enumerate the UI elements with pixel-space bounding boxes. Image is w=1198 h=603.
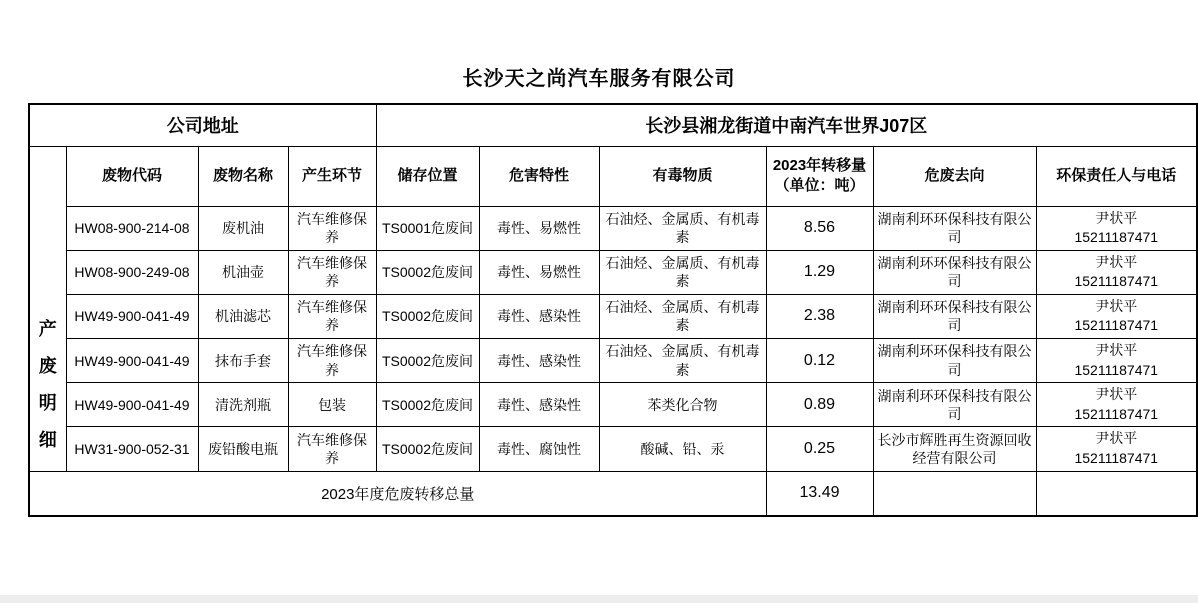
col-header-destination: 危废去向 <box>873 146 1036 206</box>
waste-name-cell: 机油滤芯 <box>198 294 288 338</box>
stage-cell: 汽车维修保养 <box>288 294 376 338</box>
contact-cell <box>1036 250 1197 294</box>
destination-cell: 湖南利环环保科技有限公司 <box>873 383 1036 427</box>
section-label-vertical: 产废明细 <box>29 146 66 471</box>
col-header-storage-location: 储存位置 <box>376 146 479 206</box>
company-address-value: 长沙县湘龙街道中南汽车世界J07区 <box>376 104 1197 146</box>
stage-cell: 包装 <box>288 383 376 427</box>
waste-name-cell: 机油壶 <box>198 250 288 294</box>
bottom-edge-strip <box>0 595 1198 603</box>
col-header-transfer-amount <box>766 146 873 206</box>
contact-phone: 15211187471 <box>1074 229 1159 246</box>
toxic-cell: 酸碱、铅、汞 <box>599 427 766 471</box>
amount-cell: 1.29 <box>766 250 873 294</box>
contact-phone: 15211187471 <box>1074 361 1159 378</box>
contact-name: 尹状平 <box>1095 430 1138 447</box>
company-address-label: 公司地址 <box>29 104 376 146</box>
table-row <box>29 427 1197 471</box>
total-amount: 13.49 <box>766 471 873 516</box>
contact-phone: 15211187471 <box>1074 405 1159 422</box>
contact-name: 尹状平 <box>1095 209 1138 226</box>
destination-cell: 湖南利环环保科技有限公司 <box>873 206 1036 250</box>
col-header-contact: 环保责任人与电话 <box>1036 146 1197 206</box>
waste-code-cell: HW31-900-052-31 <box>66 427 198 471</box>
total-row <box>29 471 1197 516</box>
contact-name: 尹状平 <box>1095 386 1138 403</box>
table-row <box>29 250 1197 294</box>
amount-cell: 8.56 <box>766 206 873 250</box>
storage-cell: TS0002危废间 <box>376 294 479 338</box>
toxic-cell: 苯类化合物 <box>599 383 766 427</box>
hazard-cell: 毒性、易燃性 <box>479 206 599 250</box>
contact-cell <box>1036 294 1197 338</box>
col-header-waste-code: 废物代码 <box>66 146 198 206</box>
page-title: 长沙天之尚汽车服务有限公司 <box>462 68 736 90</box>
table-row <box>29 339 1197 383</box>
company-address-row <box>29 104 1197 146</box>
destination-cell: 长沙市辉胜再生资源回收经营有限公司 <box>873 427 1036 471</box>
stage-cell: 汽车维修保养 <box>288 339 376 383</box>
storage-cell: TS0002危废间 <box>376 339 479 383</box>
waste-code-cell: HW08-900-214-08 <box>66 206 198 250</box>
toxic-cell: 石油烃、金属质、有机毒素 <box>599 294 766 338</box>
table-row <box>29 383 1197 427</box>
storage-cell: TS0002危废间 <box>376 250 479 294</box>
contact-phone: 15211187471 <box>1074 273 1159 290</box>
hazard-cell: 毒性、腐蚀性 <box>479 427 599 471</box>
amount-cell: 0.89 <box>766 383 873 427</box>
waste-code-cell: HW49-900-041-49 <box>66 294 198 338</box>
hazard-cell: 毒性、易燃性 <box>479 250 599 294</box>
hazardous-waste-table <box>28 103 1198 517</box>
storage-cell: TS0001危废间 <box>376 206 479 250</box>
toxic-cell: 石油烃、金属质、有机毒素 <box>599 206 766 250</box>
total-destination-empty-cell <box>873 471 1036 516</box>
destination-cell: 湖南利环环保科技有限公司 <box>873 294 1036 338</box>
destination-cell: 湖南利环环保科技有限公司 <box>873 250 1036 294</box>
total-contact-empty-cell <box>1036 471 1197 516</box>
contact-cell <box>1036 383 1197 427</box>
contact-name: 尹状平 <box>1095 297 1138 314</box>
amount-cell: 0.12 <box>766 339 873 383</box>
transfer-amount-header-line1: 2023年转移量 <box>772 156 867 174</box>
contact-cell <box>1036 339 1197 383</box>
waste-code-cell: HW49-900-041-49 <box>66 339 198 383</box>
col-header-toxic-substances: 有毒物质 <box>599 146 766 206</box>
amount-cell: 2.38 <box>766 294 873 338</box>
col-header-generation-stage: 产生环节 <box>288 146 376 206</box>
contact-name: 尹状平 <box>1095 253 1138 270</box>
contact-cell <box>1036 206 1197 250</box>
stage-cell: 汽车维修保养 <box>288 206 376 250</box>
toxic-cell: 石油烃、金属质、有机毒素 <box>599 250 766 294</box>
waste-name-cell: 废机油 <box>198 206 288 250</box>
total-label: 2023年度危废转移总量 <box>29 471 766 516</box>
waste-name-cell: 清洗剂瓶 <box>198 383 288 427</box>
destination-cell: 湖南利环环保科技有限公司 <box>873 339 1036 383</box>
contact-name: 尹状平 <box>1095 342 1138 359</box>
table-row <box>29 294 1197 338</box>
table-row <box>29 206 1197 250</box>
col-header-hazard-characteristics: 危害特性 <box>479 146 599 206</box>
hazard-cell: 毒性、感染性 <box>479 339 599 383</box>
hazard-cell: 毒性、感染性 <box>479 383 599 427</box>
stage-cell: 汽车维修保养 <box>288 250 376 294</box>
stage-cell: 汽车维修保养 <box>288 427 376 471</box>
table-header-row <box>29 146 1197 206</box>
contact-phone: 15211187471 <box>1074 450 1159 467</box>
waste-code-cell: HW08-900-249-08 <box>66 250 198 294</box>
amount-cell: 0.25 <box>766 427 873 471</box>
storage-cell: TS0002危废间 <box>376 383 479 427</box>
contact-cell <box>1036 427 1197 471</box>
contact-phone: 15211187471 <box>1074 317 1159 334</box>
toxic-cell: 石油烃、金属质、有机毒素 <box>599 339 766 383</box>
storage-cell: TS0002危废间 <box>376 427 479 471</box>
col-header-waste-name: 废物名称 <box>198 146 288 206</box>
hazard-cell: 毒性、感染性 <box>479 294 599 338</box>
waste-name-cell: 抹布手套 <box>198 339 288 383</box>
waste-code-cell: HW49-900-041-49 <box>66 383 198 427</box>
transfer-amount-header-line2: （单位：吨） <box>774 177 865 194</box>
waste-name-cell: 废铅酸电瓶 <box>198 427 288 471</box>
